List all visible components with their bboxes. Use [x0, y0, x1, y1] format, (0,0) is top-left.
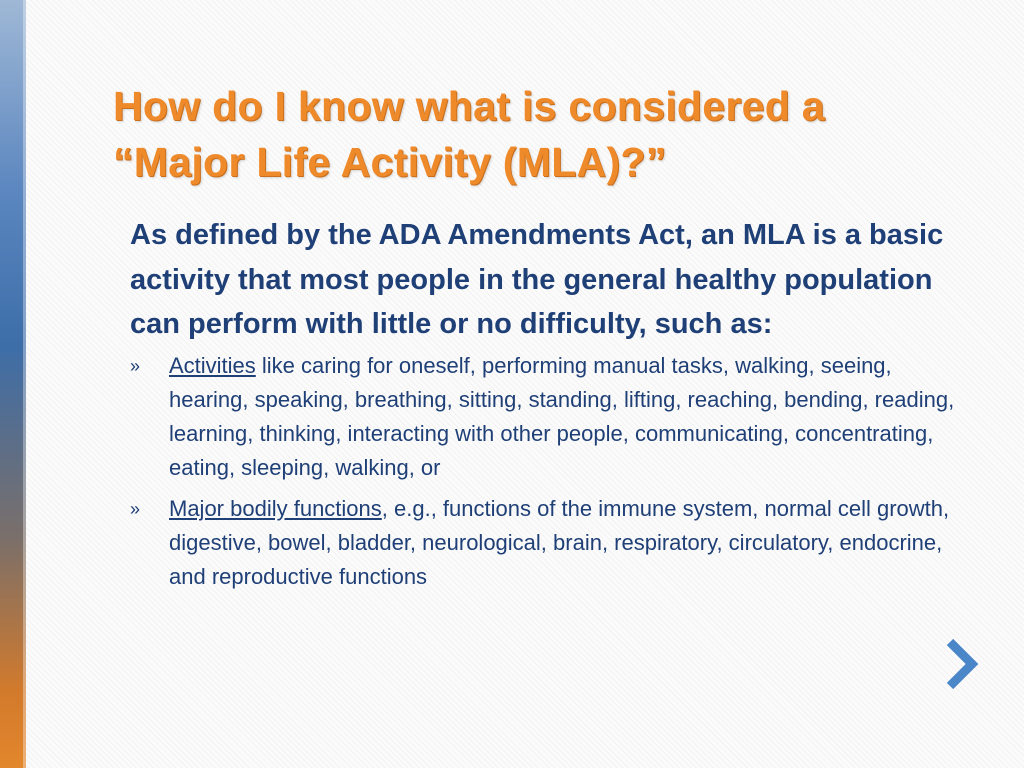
bullet-lead-activities: Activities [169, 352, 256, 378]
next-slide-button[interactable] [940, 638, 980, 690]
chevron-right-icon [940, 638, 980, 690]
title-line-1: How do I know what is considered a [113, 83, 825, 129]
bullet-lead-bodily-functions: Major bodily functions [169, 495, 382, 521]
bullet-bodily-functions [130, 492, 960, 594]
bullet-marker: » [130, 498, 141, 519]
decorative-side-bar [0, 0, 26, 768]
bullet-marker: » [130, 355, 141, 376]
bullet-activities [130, 349, 960, 485]
slide-content [130, 213, 960, 601]
bullet-text-bodily-functions: , e.g., functions of the immune system, normal cell growth, digestive, bowel, bladder, neurological, brain, respiratory, circulatory, endocrine, and reproductive functions [169, 495, 950, 589]
intro-paragraph: As defined by the ADA Amendments Act, an MLA is a basic activity that most people in the general healthy population can perform with little or no difficulty, such as: [130, 219, 944, 340]
bullet-list [130, 349, 960, 594]
title-line-2: “Major Life Activity (MLA)?” [113, 139, 667, 185]
slide-title [113, 78, 973, 190]
bullet-text-activities: like caring for oneself, performing manual tasks, walking, seeing, hearing, speaking, breathing, sitting, standing, lifting, reaching, bending, reading, learning, thinking, interacting with other people, communicating, concentrating, eating, sleeping, walking, or [169, 352, 955, 480]
